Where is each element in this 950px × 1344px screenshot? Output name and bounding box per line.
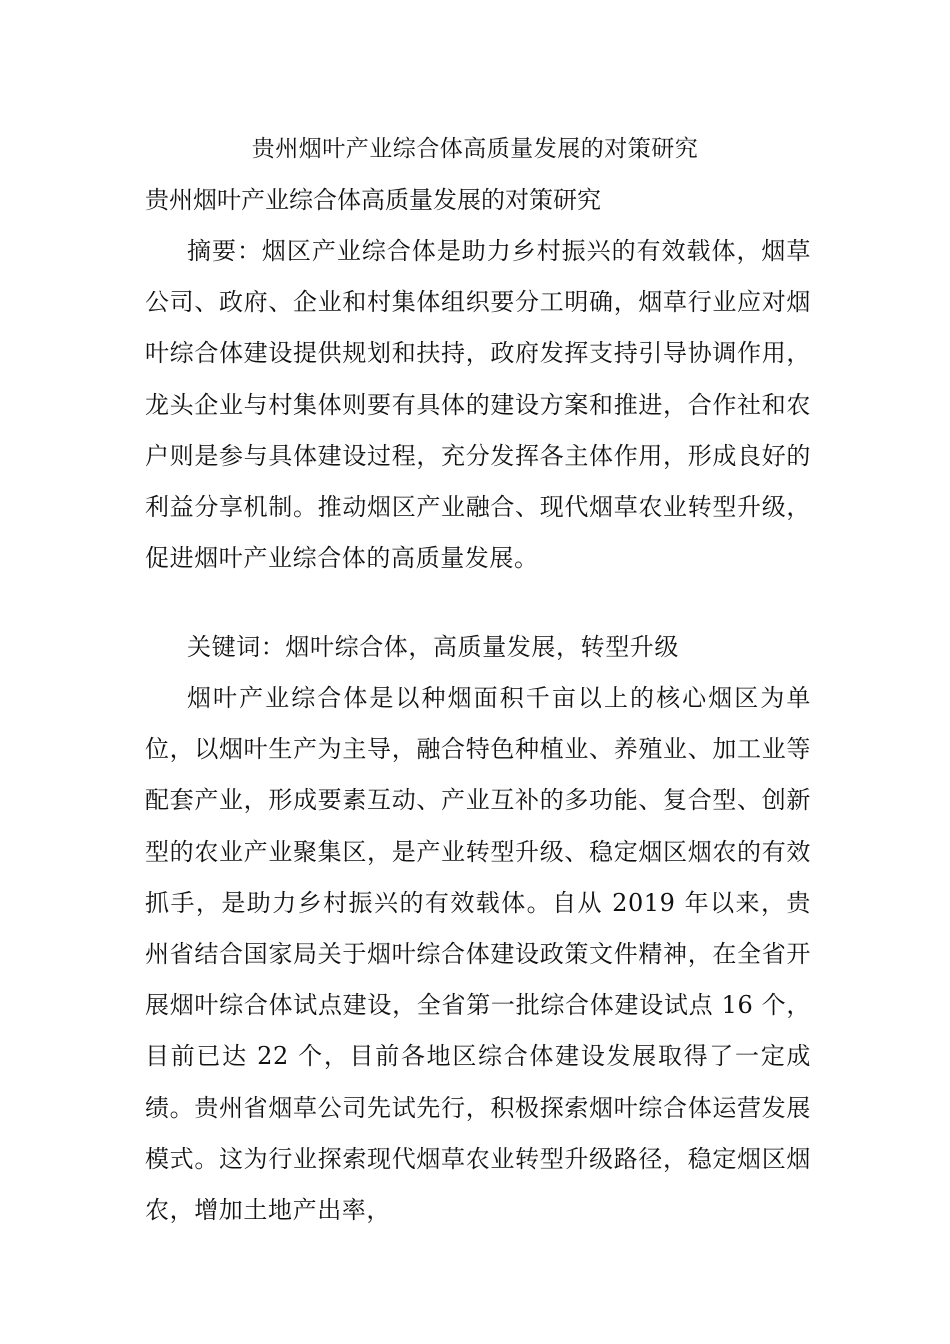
intro-paragraph: 烟叶产业综合体是以种烟面积千亩以上的核心烟区为单位，以烟叶生产为主导，融合特色种植业、养殖业、加工业等配套产业，形成要素互动、产业互补的多功能、复合型、创新型的农业产业聚集区，是产业转型升级、稳定烟区烟农的有效抓手，是助力乡村振兴的有效载体。自从 2019 年以来，贵州省结合国家局关于烟叶综合体建设政策文件精神，在全省开展烟叶综合体试点建设，全省第一批综合体建设试点 16 个，目前已达 22 个，目前各地区综合体建设发展取得了一定成绩。贵州省烟草公司先试先行，积极探索烟叶综合体运营发展模式。这为行业探索现代烟草农业转型升级路径，稳定烟区烟农，增加土地产出率， xyxy=(145,684,811,1225)
keywords-paragraph: 关键词：烟叶综合体，高质量发展，转型升级 xyxy=(187,633,679,661)
abstract-paragraph: 摘要：烟区产业综合体是助力乡村振兴的有效载体，烟草公司、政府、企业和村集体组织要分工明确，烟草行业应对烟叶综合体建设提供规划和扶持，政府发挥支持引导协调作用，龙头企业与村集体则要有具体的建设方案和推进，合作社和农户则是参与具体建设过程，充分发挥各主体作用，形成良好的利益分享机制。推动烟区产业融合、现代烟草农业转型升级，促进烟叶产业综合体的高质量发展。 xyxy=(145,237,811,573)
document-title: 贵州烟叶产业综合体高质量发展的对策研究 xyxy=(251,136,699,162)
document-subtitle: 贵州烟叶产业综合体高质量发展的对策研究 xyxy=(145,186,601,214)
